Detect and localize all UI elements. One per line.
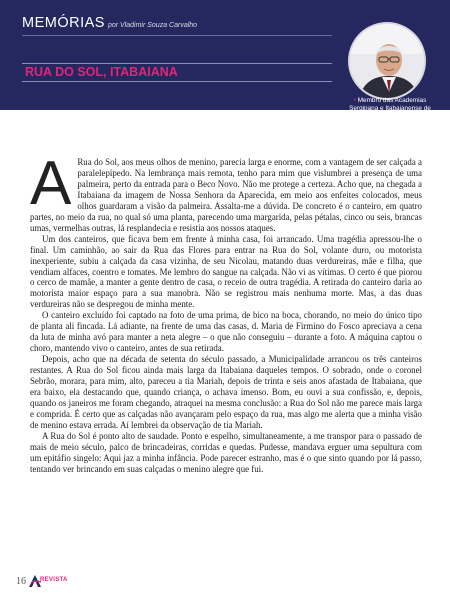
page-footer xyxy=(16,573,68,589)
author-bio xyxy=(342,97,438,121)
page-number: 16 xyxy=(16,575,26,587)
paragraph-3: O canteiro excluído foi captado na foto de uma prima, de bico na boca, chorando, no meio do único tipo de planta ali fincada. Lá adiante, na frente de uma das casas, d. Maria de Firmino do Fosco apreciava a cena da luta de minha avó para manter a neta alegre – o que não conseguiu – durante a foto. A máquina captou o choro, mantendo vivo o canteiro, antes de sua retirada. xyxy=(30,310,422,354)
article-body xyxy=(30,149,422,475)
paragraph-5: A Rua do Sol é ponto alto de saudade. Ponto e espelho, simultaneamente, a me transpor para o passado de mais de meio século, palco de brincadeiras, corridas e quedas. Pudesse, mandava erguer uma sepultura com um epitáfio singelo: Aqui jaz a minha infância. Pode parecer estranho, mas é o que sinto quando por lá passo, tentando ver brincando em suas calçadas o menino alegre que fui. xyxy=(30,430,422,474)
column-name xyxy=(22,15,197,31)
column-title: MEMÓRIAS xyxy=(22,15,105,31)
author-photo xyxy=(348,22,426,100)
bio-bullet: • xyxy=(353,97,358,104)
paragraph-1-text: Rua do Sol, aos meus olhos de menino, parecia larga e enorme, com a vantagem de ser calçada a paralelepípedo. Na lembrança mais remota, tenho para mim que vislumbrei a presença de uma palmeira, perto da entrada para o Beco Novo. Não me protege a certeza. Acho que, na chegada a Itabaiana da imagem de Nossa Senhora da Aparecida, em meio aos enfeites colocados, meus olhos guardaram a visão da palmeira. Assalta-me a dúvida. De concreto é o canteiro, em quatro partes, no meio da rua, no qual só uma planta, parecendo uma margarida, pelas pétalas, cinco ou seis, brancas umas, vermelhas outras, lá resplandecia e resistia aos nossos ataques. xyxy=(30,157,422,233)
header-band xyxy=(0,0,450,120)
author-portrait-icon xyxy=(350,24,426,100)
title-band xyxy=(22,63,332,82)
byline: por Vladimir Souza Carvalho xyxy=(107,22,198,29)
author-bio-text: Membro das Academias Sergipana e Itabaianense de Letras xyxy=(349,97,431,120)
magazine-logo xyxy=(28,574,68,588)
logo-text: REVISTA xyxy=(40,577,68,583)
article-title: RUA DO SOL, ITABAIANA xyxy=(25,65,178,79)
paragraph-4: Depois, acho que na década de setenta do século passado, a Municipalidade arrancou os três canteiros restantes. A Rua do Sol ficou ainda mais larga da Itabaiana daqueles tempos. O sobrado, onde o coronel Sebrão, morara, para mim, alto, pareceu a tia Mariah, depois de trinta e seis anos afastada de Itabaiana, que era baixo, ela destacando que, quando criança, o achava imenso. Bom, eu ouvi a sua confissão, e, depois, quando os janeiros me foram chegando, atraquei na mesma conclusão: a Rua do Sol não me parece mais larga e comprida. É certo que as calçadas não avançaram pelo espaço da rua, mas algo me alerta que a minha visão de menino estava errada. Aí lembrei da observação de tia Mariah. xyxy=(30,354,422,430)
header-divider xyxy=(22,35,332,36)
drop-cap: A xyxy=(30,149,72,218)
paragraph-1 xyxy=(30,149,422,234)
paragraph-2: Um dos canteiros, que ficava bem em frente à minha casa, foi arrancado. Uma tragédia apressou-lhe o final. Um caminhão, ao sair da Rua das Flores para entrar na Rua do Sol, volante duro, ou motorista inexperiente, subiu a calçada da casa vizinha, de seu Nicolau, matando duas verdureiras, mãe e filha, que vendiam alfaces, coentro e tomates. Me lembro do sangue na calçada. Não vi as vítimas. O certo é que piorou o cerco de mamãe, a manter a gente dentro de casa, o receio de outra tragédia. A retirada do canteiro daria ao motorista maior espaço para a sua manobra. Não se registrou mais nenhuma morte. Mas, a das duas verdureiras não se despregou de minha mente. xyxy=(30,233,422,310)
